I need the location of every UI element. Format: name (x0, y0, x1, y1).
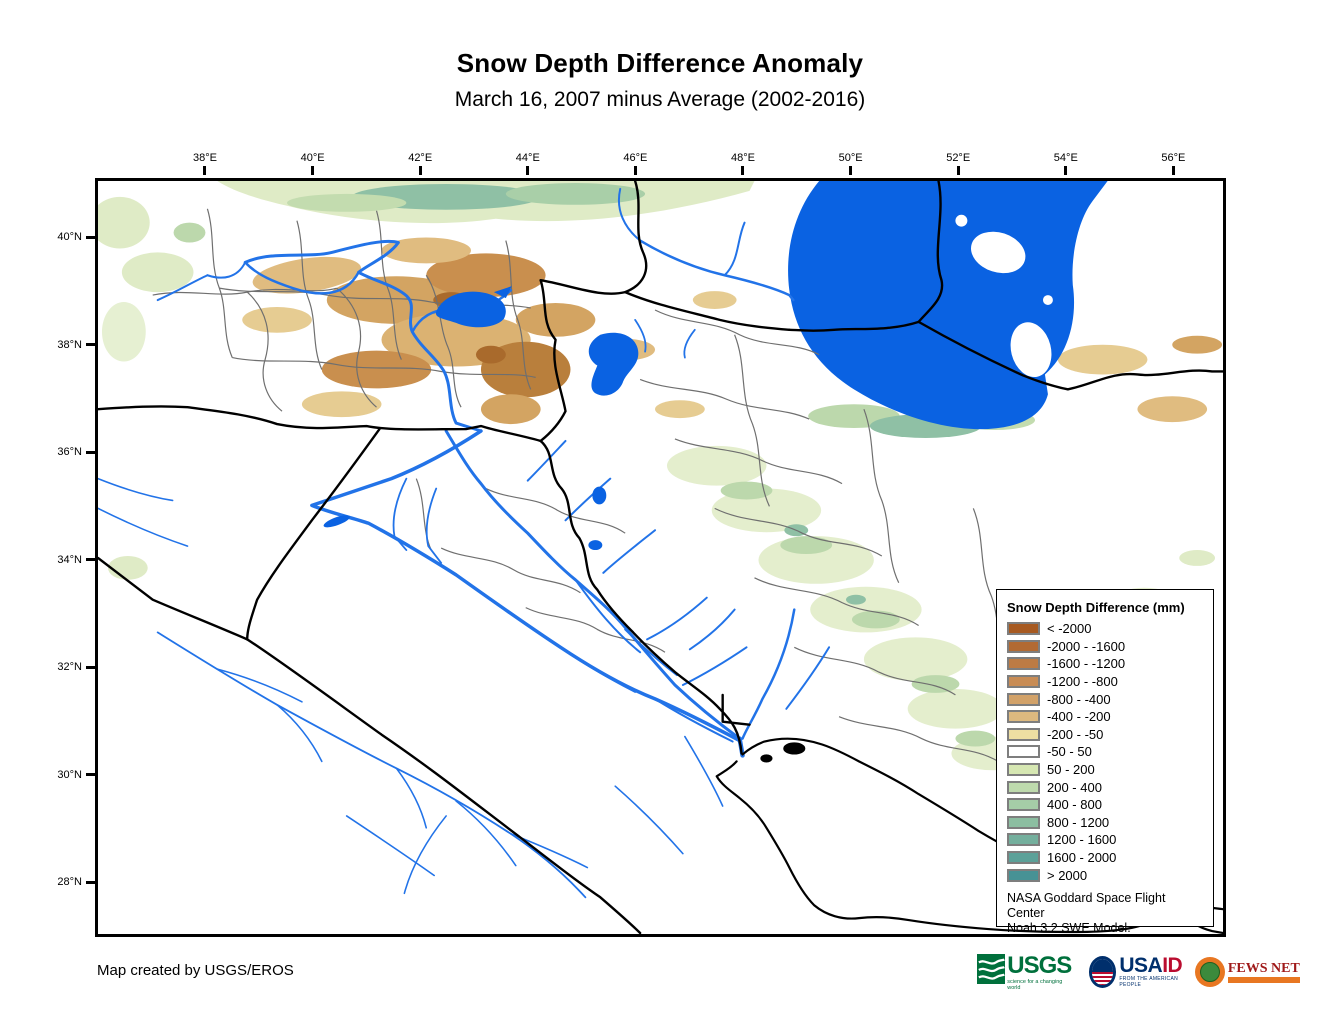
longitude-tick (301, 152, 325, 175)
legend-label: -800 - -400 (1047, 691, 1111, 707)
legend-row (1007, 763, 1205, 777)
usaid-wordmark: USAID (1119, 954, 1183, 977)
legend-color-swatch (1007, 781, 1040, 794)
longitude-tick (193, 152, 217, 175)
latitude-tick (0, 445, 95, 459)
usgs-wave-icon (977, 954, 1005, 984)
legend-color-swatch (1007, 693, 1040, 706)
longitude-tick (1054, 152, 1078, 175)
footer-logos (977, 951, 1300, 993)
tick-mark (1172, 166, 1175, 175)
legend-row (1007, 692, 1205, 706)
fewsnet-globe-icon (1195, 957, 1225, 987)
tick-mark (1064, 166, 1067, 175)
legend-row (1007, 640, 1205, 654)
legend-label: 200 - 400 (1047, 779, 1102, 795)
usgs-logo (977, 951, 1073, 991)
legend-row (1007, 657, 1205, 671)
usgs-tagline: science for a changing world (1007, 978, 1063, 991)
longitude-tick (731, 152, 755, 175)
legend-color-swatch (1007, 710, 1040, 723)
latitude-tick (0, 338, 95, 352)
legend-row (1007, 780, 1205, 794)
usaid-text (1119, 956, 1186, 988)
legend-color-swatch (1007, 728, 1040, 741)
legend-label: 1600 - 2000 (1047, 850, 1117, 866)
legend-label: 1200 - 1600 (1047, 832, 1117, 848)
tick-mark (634, 166, 637, 175)
longitude-axis (95, 152, 1226, 178)
longitude-tick-label: 52°E (946, 152, 971, 164)
tick-mark (86, 666, 95, 669)
legend-row (1007, 710, 1205, 724)
legend-label: -50 - 50 (1047, 744, 1092, 760)
karun-river (743, 610, 795, 739)
fewsnet-text (1228, 961, 1300, 983)
legend-color-swatch (1007, 640, 1040, 653)
legend-row (1007, 833, 1205, 847)
longitude-tick-label: 46°E (623, 152, 648, 164)
legend-row (1007, 798, 1205, 812)
latitude-tick-label: 34°N (57, 553, 82, 566)
tick-mark (86, 343, 95, 346)
map-canvas (95, 178, 1226, 937)
legend-row (1007, 675, 1205, 689)
map-legend (996, 589, 1214, 935)
legend-row (1007, 728, 1205, 742)
legend-color-swatch (1007, 657, 1040, 670)
legend-color-swatch (1007, 675, 1040, 688)
latitude-tick-label: 40°N (57, 231, 82, 243)
usgs-wordmark: USGS (1007, 951, 1072, 979)
legend-title: Snow Depth Difference (mm) (1007, 600, 1185, 615)
legend-row (1007, 816, 1205, 830)
usgs-text (1007, 951, 1073, 991)
source-line-2: Noah 3.2 SWE Model. (1007, 920, 1131, 935)
longitude-tick (623, 152, 647, 175)
latitude-tick (0, 875, 95, 889)
latitude-tick (0, 553, 95, 567)
legend-row (1007, 851, 1205, 865)
lake-urmia (589, 333, 639, 396)
longitude-tick-label: 56°E (1161, 152, 1186, 164)
longitude-tick-label: 54°E (1053, 152, 1078, 164)
legend-label: > 2000 (1047, 867, 1088, 883)
legend-label: -1600 - -1200 (1047, 656, 1126, 672)
fewsnet-wordmark: FEWS NET (1227, 961, 1300, 976)
border-syria-iraq (247, 429, 379, 639)
legend-label: -1200 - -800 (1047, 674, 1118, 690)
longitude-tick-label: 48°E (731, 152, 755, 164)
longitude-tick (408, 152, 432, 175)
legend-color-swatch (1007, 798, 1040, 811)
tick-mark (86, 881, 95, 884)
legend-label: 800 - 1200 (1047, 814, 1110, 830)
latitude-tick (0, 768, 95, 782)
fewsnet-logo (1195, 957, 1300, 987)
tick-mark (311, 166, 314, 175)
tick-mark (526, 166, 529, 175)
legend-color-swatch (1007, 869, 1040, 882)
longitude-tick-label: 44°E (515, 152, 540, 164)
legend-label: < -2000 (1047, 621, 1092, 637)
lake-razzaza (588, 540, 602, 550)
longitude-tick (1161, 152, 1185, 175)
longitude-tick-label: 42°E (408, 152, 433, 164)
legend-label: -2000 - -1600 (1047, 638, 1126, 654)
longitude-tick-label: 38°E (193, 152, 217, 164)
euphrates-river (312, 431, 740, 741)
latitude-tick-label: 38°N (57, 338, 82, 351)
legend-color-swatch (1007, 763, 1040, 776)
map-credit: Map created by USGS/EROS (97, 962, 294, 979)
latitude-tick-label: 32°N (57, 661, 82, 673)
latitude-axis (0, 178, 95, 937)
tick-mark (86, 451, 95, 454)
caspian-sea (788, 181, 1108, 429)
border-iran-iraq (541, 441, 742, 754)
tick-mark (86, 558, 95, 561)
longitude-tick-label: 50°E (838, 152, 863, 164)
legend-row (1007, 868, 1205, 882)
tick-mark (86, 236, 95, 239)
page-title: Snow Depth Difference Anomaly (456, 48, 864, 78)
legend-color-swatch (1007, 816, 1040, 829)
legend-source-note (1007, 891, 1205, 936)
usaid-seal-icon (1089, 956, 1116, 988)
legend-row (1007, 622, 1205, 636)
latitude-tick-label: 30°N (57, 768, 82, 781)
usaid-tagline: FROM THE AMERICAN PEOPLE (1119, 976, 1178, 988)
tick-mark (741, 166, 744, 175)
legend-color-swatch (1007, 622, 1040, 635)
tick-mark (203, 166, 206, 175)
fewsnet-bar (1228, 977, 1300, 983)
usaid-logo (1089, 956, 1187, 988)
longitude-tick-label: 40°E (300, 152, 325, 164)
page-subtitle: March 16, 2007 minus Average (2002-2016) (454, 88, 866, 111)
legend-label: -200 - -50 (1047, 726, 1104, 742)
island-bubiyan (784, 744, 804, 754)
border-iraq-saudi (247, 639, 640, 933)
legend-label: 400 - 800 (1047, 797, 1102, 813)
tick-mark (957, 166, 960, 175)
legend-color-swatch (1007, 833, 1040, 846)
border-kuwait (723, 695, 750, 725)
legend-color-swatch (1007, 745, 1040, 758)
legend-rows (1007, 622, 1205, 882)
lake-tharthar (592, 487, 606, 505)
latitude-tick (0, 660, 95, 674)
latitude-tick (0, 230, 95, 244)
tick-mark (86, 773, 95, 776)
legend-label: 50 - 200 (1047, 762, 1095, 778)
latitude-tick-label: 36°N (57, 446, 82, 458)
latitude-tick-label: 28°N (57, 876, 82, 888)
longitude-tick (946, 152, 970, 175)
tick-mark (419, 166, 422, 175)
longitude-tick (839, 152, 863, 175)
legend-row (1007, 745, 1205, 759)
legend-color-swatch (1007, 851, 1040, 864)
source-line-1: NASA Goddard Space Flight Center (1007, 890, 1166, 920)
legend-label: -400 - -200 (1047, 709, 1111, 725)
tick-mark (849, 166, 852, 175)
longitude-tick (516, 152, 540, 175)
